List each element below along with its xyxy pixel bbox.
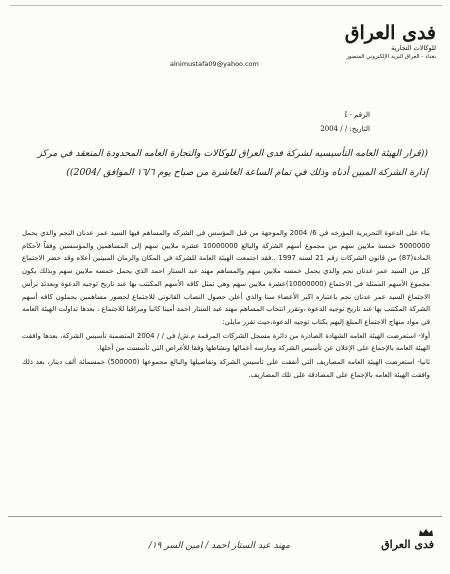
company-address: بغداد - العراق البريد الإلكتروني المنصور — [346, 54, 436, 60]
footer-logo — [381, 528, 434, 551]
company-logo: فدى العراق — [344, 22, 436, 44]
body-paragraph-second: ثانيا- استعرضت الهيئة العامه المصاريف التي أنفقت على تأسيس الشركة وتفاصيلها والبالغ مجموعها (500000) خمسمائة ألف دينار، بعد ذلك وافقت الهيئة العامه بالإجماع على المصادقة على تلك المصاريف. — [22, 358, 430, 379]
reference-block — [320, 108, 370, 136]
letterhead — [336, 22, 436, 61]
handwritten-signature: مهند عبد الستار احمد / امين السر ١٩/ — [148, 541, 290, 551]
footer-logo-text: فدى العراق — [381, 538, 434, 551]
company-subtitle: للوكالات التجارية — [391, 44, 436, 52]
reference-date: التاريخ: / / 2004 — [320, 125, 370, 133]
handwritten-resolution-title: ((قرار الهيئة العامه التأسيسيه لشركة فدى العراق للوكالات والتجارة العامه المحدودة المنعقد في مركز إدارة الشركة المبين أدناه وذلك في تمام الساعة العاشرة من صباح يوم ١٦/٦ الموافق /2004)) — [37, 148, 428, 178]
document-body — [22, 227, 430, 382]
crown-icon — [418, 528, 434, 537]
top-divider — [10, 5, 442, 6]
company-email: alnimustafa09@yahoo.com — [170, 60, 259, 68]
body-paragraph-first: أولا- استعرضت الهيئة العامه الشهادة الصادرة من دائرة مسجل الشركات المرقمة م.ش/ في / / 2004 المتضمنة تأسيس الشركة، بعدها وافقت الهيئة العامه بالإجماع على الإعلان عن تأسيس الشركة ومارسه أعمالها ونشاطها وفقا للأغراض التي تأسست من أجلها. — [22, 331, 430, 353]
footer-divider — [8, 516, 442, 517]
reference-number: الرقم - I — [344, 111, 370, 119]
body-paragraph-intro: بناء على الدعوة التحريرية المؤرخه في 6/ 2004 والموجهة من قبل المؤسس في الشركه والمساهم فيها السيد عمر عدنان النجم والذي يحمل 5000000 خمسة ملايين سهم من مجموع أسهم الشركة والبالغ 10000000 عشره ملايين سهم إلى المساهمين والمؤسسين وفقاً لأحكام المادة(87) من قانون الشركات رقم 21 لسنه 1997 ..فقد اجتمعت الهيئة العامة للشركة في المكان والزمان المبينين أعلاه وقد حضر الاجتماع كل من السيد عمر عدنان نجم والذي يحمل خمسه ملايين سهم والمساهم مهند عبد الستار احمد الذي يحمل خمسه ملايين سهم وبذلك يكون مجموع الأسهم الممثلة في الاجتماع (10000000)عشرة ملايين سهم وهي تمثل كافه الأسهم المكتتب بها عند تاريخ توجيه الدعوة وبعدئذ ترأس الاجتماع السيد عمر عدنان نجم باعتباره اكبر الأعضاء سنا والذي أعلن حصول النصاب القانوني للاجتماع لحضور مساهمين يحملون كافه أسهم الشركة المكتتب بها عند تاريخ توجيه الدعوة ،وتقرر انتخاب المساهم مهند عبد الستار احمد أمينا كاتبا ومراقبا للاجتماع ، بعدها تداولت الهيئة العامه في مواد منهاج الاجتماع المبلغ إليهم بكتاب توجيه الدعوة،حيث تقرر مايلي: — [22, 229, 431, 326]
